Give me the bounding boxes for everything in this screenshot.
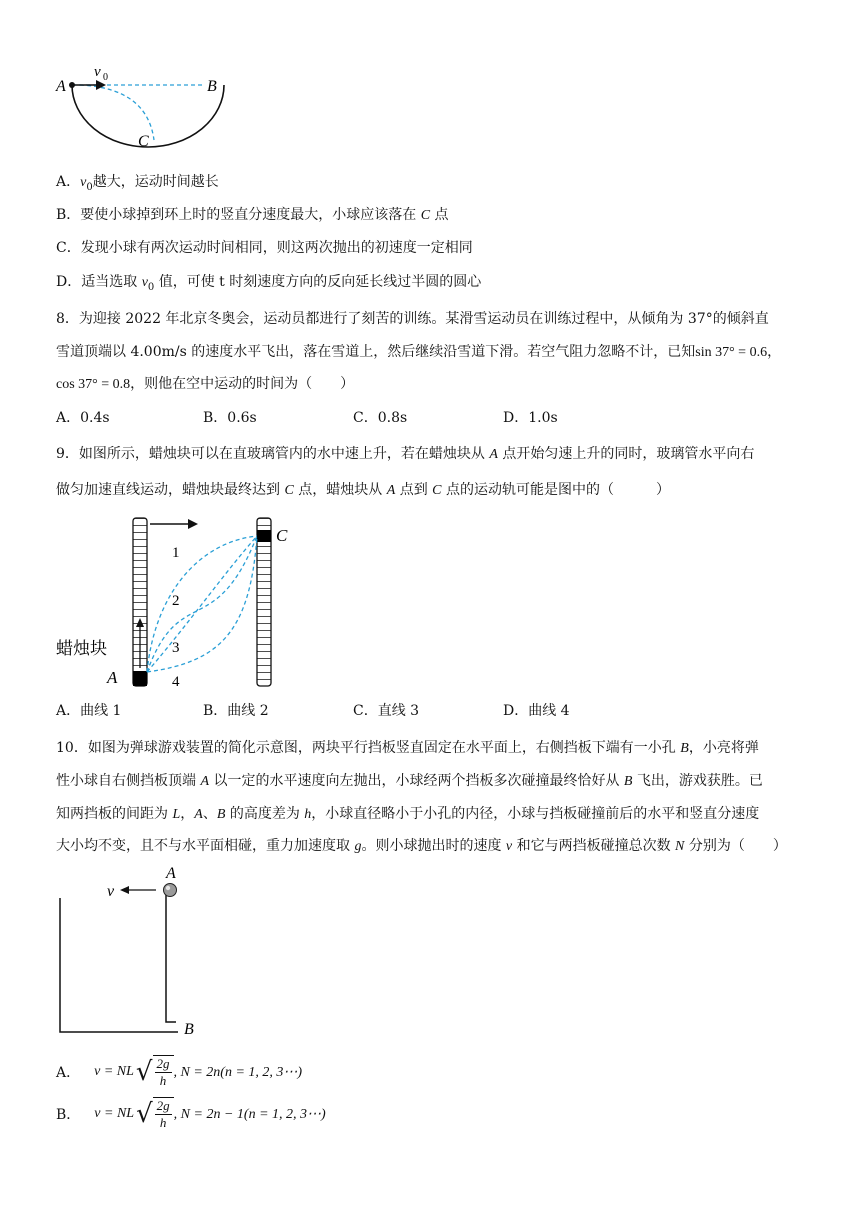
motion-arrowhead [188, 519, 198, 529]
q8-option-b: B．0.6s [203, 410, 257, 426]
label-v0: v [94, 64, 101, 80]
q8-option-a: A．0.4s [56, 410, 110, 426]
q10-line-2: 性小球自右侧挡板顶端 A 以一定的水平速度向左抛出，小球经两个挡板多次碰撞最终恰好从 B 飞出，游戏获胜。已 [56, 773, 763, 789]
candle-tube-figure [50, 512, 310, 692]
left-board-and-ground [60, 898, 178, 1032]
label-1: 1 [172, 545, 180, 561]
q9-line-1: 9．如图所示，蜡烛块可以在直玻璃管内的水中速上升，若在蜡烛块从 A 点开始匀速上升的同时，玻璃管水平向右 [56, 446, 755, 462]
right-board [166, 890, 176, 1022]
ball [164, 884, 177, 897]
label-3: 3 [172, 640, 180, 656]
q10-line-4: 大小均不变，且不与水平面相碰，重力加速度取 g。则小球抛出时的速度 v 和它与两挡板碰撞总次数 N 分别为（ ） [56, 838, 787, 854]
q9-option-a: A．曲线 1 [56, 703, 122, 719]
q10-line-3: 知两挡板的间距为 L，A、B 的高度差为 h，小球直径略小于小孔的内径，小球与挡板碰撞前后的水平和竖直分速度 [56, 806, 760, 822]
trajectory-dashed [80, 85, 154, 140]
q10-option-b: B． v = NL √ 2g h , N = 2n − 1(n = 1, 2, 3⋯) [56, 1098, 326, 1130]
label-2: 2 [172, 593, 180, 609]
label-c: C [276, 526, 288, 545]
label-b: B [184, 1021, 194, 1038]
ball-highlight [166, 886, 170, 890]
q8-option-d: D．1.0s [503, 410, 558, 426]
label-c: C [138, 133, 149, 150]
label-a: A [107, 668, 118, 687]
q7-option-b: B．要使小球掉到环上时的竖直分速度最大，小球应该落在 C 点 [56, 207, 449, 223]
label-v0-sub: 0 [103, 72, 108, 83]
candle-block-start [133, 671, 147, 686]
right-tube [257, 518, 271, 686]
label-b: B [207, 78, 217, 95]
q8-line-3: cos 37° = 0.8，则他在空中运动的时间为（ ） [56, 376, 355, 392]
q8-option-c: C．0.8s [353, 410, 408, 426]
line-3 [147, 536, 257, 672]
semicircle-figure [52, 58, 242, 154]
velocity-arrowhead [120, 886, 129, 894]
q9-line-2: 做匀加速直线运动，蜡烛块最终达到 C 点，蜡烛块从 A 点到 C 点的运动轨可能是图中的（ ） [56, 482, 670, 498]
q9-option-c: C．直线 3 [353, 703, 420, 719]
q10-line-1: 10．如图为弹球游戏装置的简化示意图，两块平行挡板竖直固定在水平面上，右侧挡板下端有一小孔 B，小亮将弹 [56, 740, 759, 756]
label-v: v [107, 883, 115, 900]
candle-block-end [257, 530, 271, 542]
q9-option-d: D．曲线 4 [503, 703, 570, 719]
label-a: A [166, 865, 176, 882]
label-candle: 蜡烛块 [56, 639, 107, 659]
label-a: A [56, 78, 66, 95]
q9-option-b: B．曲线 2 [203, 703, 269, 719]
q8-line-2: 雪道顶端以 4.00m/s 的速度水平飞出，落在雪道上，然后继续沿雪道下滑。若空气阻力忽略不计，已知sin 37° = 0.6， [56, 344, 782, 360]
bounce-game-figure [50, 862, 210, 1042]
q7-option-d: D．适当选取 $v_0$ 值，可使 t 时刻速度方向的反向延长线过半圆的圆心 [56, 274, 482, 293]
label-4: 4 [172, 674, 180, 690]
q8-line-1: 8．为迎接 2022 年北京冬奥会，运动员都进行了刻苦的训练。某滑雪运动员在训练过程中，从倾角为 37°的倾斜直 [56, 311, 769, 327]
q7-option-c: C．发现小球有两次运动时间相同，则这两次抛出的初速度一定相同 [56, 240, 473, 256]
q10-option-a: A． v = NL √ 2g h , N = 2n(n = 1, 2, 3⋯) [56, 1056, 303, 1088]
q7-option-a: A．$v_0$越大，运动时间越长 [56, 174, 219, 193]
